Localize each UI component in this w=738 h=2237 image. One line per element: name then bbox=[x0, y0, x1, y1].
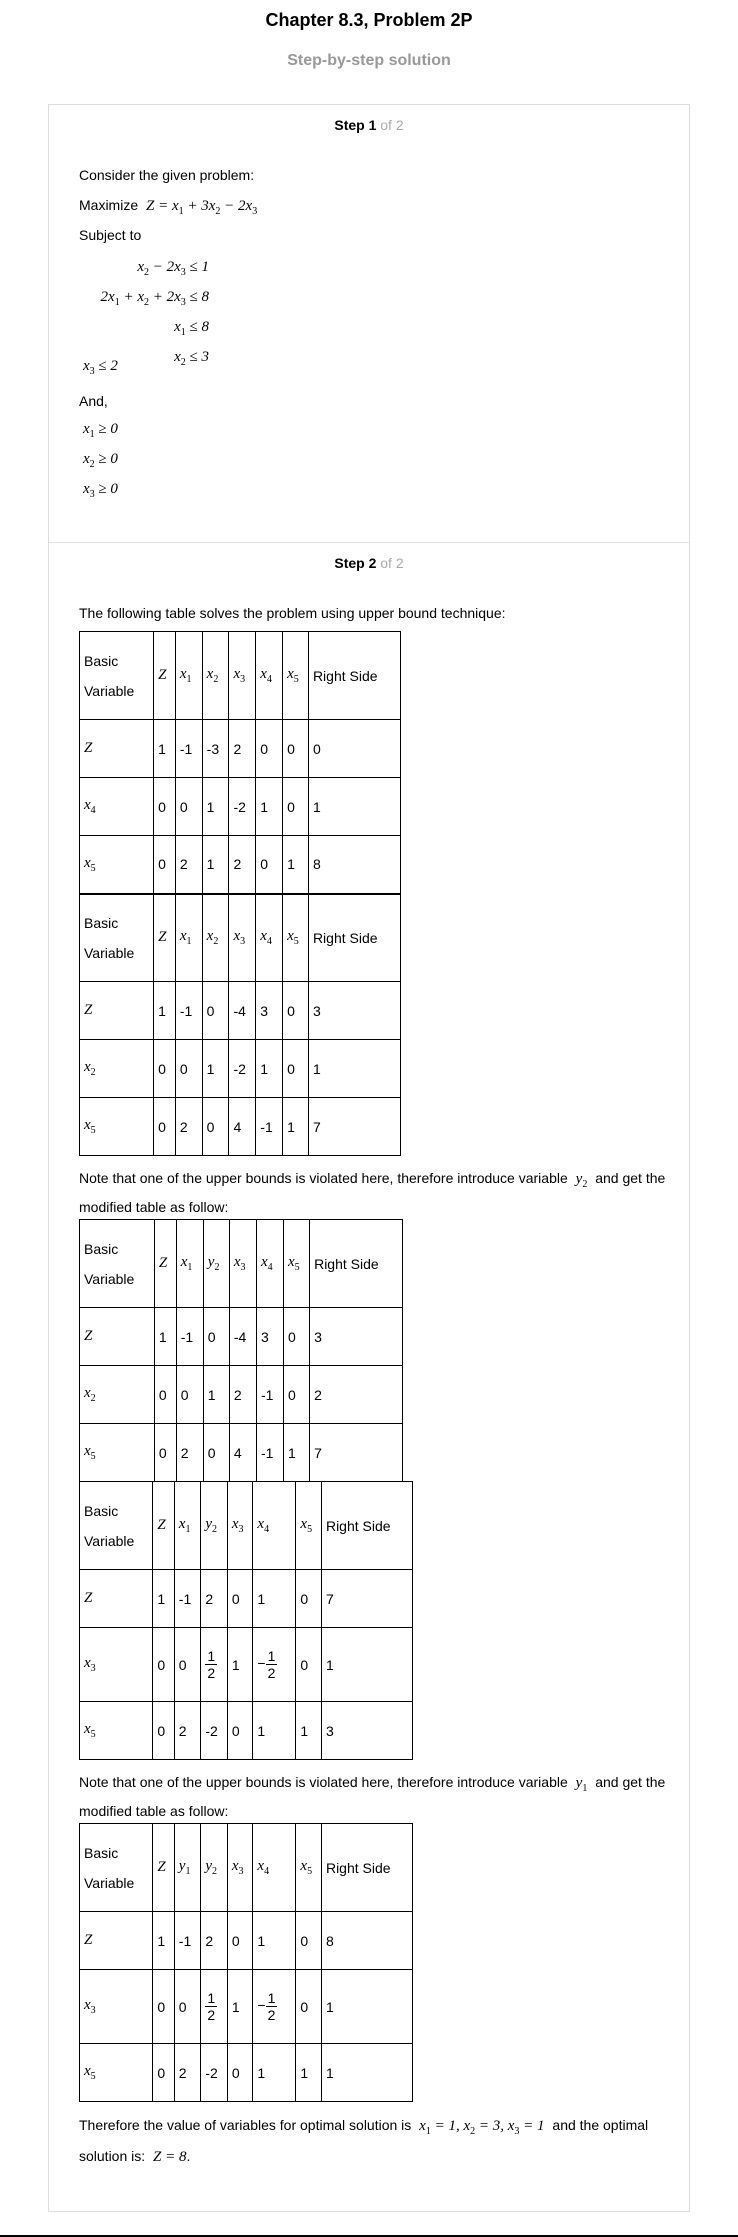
table-row: Z 1 -1 -3 2 0 0 0 bbox=[80, 720, 401, 778]
table-row: $x_4$ 0 0 1 -2 1 0 1 bbox=[80, 778, 401, 836]
maximize-label: Maximize bbox=[79, 197, 139, 213]
tableau-5 bbox=[79, 1823, 413, 2102]
table-row: Z 1 -1 0 -4 3 0 3 bbox=[80, 1308, 403, 1366]
note-introduce-y1: Note that one of the upper bounds is violated here, therefore introduce variable $y_1$ and get the modified table as follow: bbox=[79, 1774, 666, 1819]
constraints-block bbox=[89, 255, 209, 375]
table-row: $x_5$ 0 2 0 4 -1 1 7 bbox=[80, 1424, 403, 1482]
constraint-3: $x_1 \le 8$ bbox=[174, 319, 209, 338]
page-title: Chapter 8.3, Problem 2P bbox=[265, 10, 473, 30]
step-2-label: Step 2 bbox=[334, 555, 377, 571]
table-row: $x_2$ 0 0 1 -2 1 0 1 bbox=[80, 1040, 401, 1098]
table-header-row: Basic Variable Z $x_1$ $x_2$ $x_3$ $x_4$ $x_5$ Right Side bbox=[80, 894, 401, 982]
table-row: $x_5$ 0 2 1 2 0 1 8 bbox=[80, 836, 401, 894]
solution-card bbox=[48, 104, 690, 2212]
page-subtitle: Step-by-step solution bbox=[287, 52, 451, 69]
variable-y1: $y_1$ bbox=[575, 1775, 588, 1794]
optimal-values: $x_1 = 1$, $x_2 = 3$, $x_3 = 1$ bbox=[419, 2118, 545, 2137]
tableau-block-3 bbox=[79, 1823, 413, 2102]
variable-y2: $y_2$ bbox=[575, 1171, 588, 1190]
constraint-5: $x_3 \le 2$ bbox=[83, 358, 118, 377]
tableau-1 bbox=[79, 631, 401, 1156]
constraint-4: $x_2 \le 3$ bbox=[174, 349, 209, 368]
nonneg-2: $x_2 \ge 0$ bbox=[83, 451, 118, 470]
note-introduce-y2: Note that one of the upper bounds is violated here, therefore introduce variable $y_2$ and get the modified table as follow: bbox=[79, 1170, 666, 1215]
table-row: Z 1 -1 2 0 1 0 8 bbox=[80, 1912, 413, 1970]
table-row: $x_5$ 0 2 0 4 -1 1 7 bbox=[80, 1098, 401, 1156]
constraint-1: $x_2 - 2x_3 \le 1$ bbox=[137, 259, 209, 278]
nonnegativity-block bbox=[83, 417, 118, 507]
basic-variable-header: Basic Variable bbox=[80, 632, 154, 720]
tableau-4 bbox=[79, 1481, 413, 1760]
constraint-2: $2x_1 + x_2 + 2x_3 \le 8$ bbox=[100, 289, 209, 308]
table-row: $x_5$ 0 2 -2 0 1 1 3 bbox=[80, 1702, 413, 1760]
table-row: $x_5$ 0 2 -2 0 1 1 1 bbox=[80, 2044, 413, 2102]
table-row: Z 1 -1 0 -4 3 0 3 bbox=[80, 982, 401, 1040]
table-row: Z 1 -1 2 0 1 0 7 bbox=[80, 1570, 413, 1628]
table-row: $x_3$ 0 0 $\frac{1}{2}$ 1 − $\frac{1}{2}$ 0 1 bbox=[80, 1970, 413, 2044]
table-header-row: Basic Variable Z $y_1$ $y_2$ $x_3$ $x_4$ $x_5$ Right Side bbox=[80, 1824, 413, 1912]
step-divider bbox=[49, 542, 689, 543]
table-header-row: Basic Variable Z $x_1$ $x_2$ $x_3$ $x_4$ $x_5$ Right Side bbox=[80, 632, 401, 720]
conclusion: Therefore the value of variables for optimal solution is $x_1 = 1$, $x_2 = 3$, $x_3 = 1$ and the optimal solution is: Z = 8. bbox=[79, 2117, 649, 2165]
step-1-header bbox=[49, 117, 689, 133]
step-1-label: Step 1 bbox=[334, 117, 377, 133]
fraction-cell: − $\frac{1}{2}$ bbox=[253, 1970, 296, 2044]
nonneg-3: $x_3 \ge 0$ bbox=[83, 481, 118, 500]
step-2-header bbox=[49, 555, 689, 571]
step-2-of: of 2 bbox=[380, 555, 404, 571]
objective-row bbox=[79, 195, 257, 222]
table-row: $x_3$ 0 0 $\frac{1}{2}$ 1 − $\frac{1}{2}$ 0 1 bbox=[80, 1628, 413, 1702]
rhs-header: Right Side bbox=[308, 632, 400, 720]
step-2-intro: The following table solves the problem using upper bound technique: bbox=[79, 605, 506, 621]
nonneg-1: $x_1 \ge 0$ bbox=[83, 421, 118, 440]
step-1-of: of 2 bbox=[380, 117, 404, 133]
fraction-cell: $\frac{1}{2}$ bbox=[201, 1970, 228, 2044]
and-label: And, bbox=[79, 393, 108, 409]
table-header-row: Basic Variable Z $x_1$ $y_2$ $x_3$ $x_4$ $x_5$ Right Side bbox=[80, 1482, 413, 1570]
step-1-intro: Consider the given problem: bbox=[79, 167, 255, 183]
optimal-z: Z = 8 bbox=[153, 2149, 187, 2165]
objective-function: $Z = x_1 + 3x_2 - 2x_3$ bbox=[146, 198, 258, 217]
tableau-block-2 bbox=[79, 1219, 413, 1760]
subject-to-label: Subject to bbox=[79, 227, 142, 243]
table-row: $x_2$ 0 0 1 2 -1 0 2 bbox=[80, 1366, 403, 1424]
tableau-3 bbox=[79, 1219, 403, 1482]
table-header-row: Basic Variable Z $x_1$ $y_2$ $x_3$ $x_4$ $x_5$ Right Side bbox=[80, 1220, 403, 1308]
tableau-block-1 bbox=[79, 631, 401, 1156]
fraction-cell: − $\frac{1}{2}$ bbox=[253, 1628, 296, 1702]
fraction-cell: $\frac{1}{2}$ bbox=[201, 1628, 228, 1702]
